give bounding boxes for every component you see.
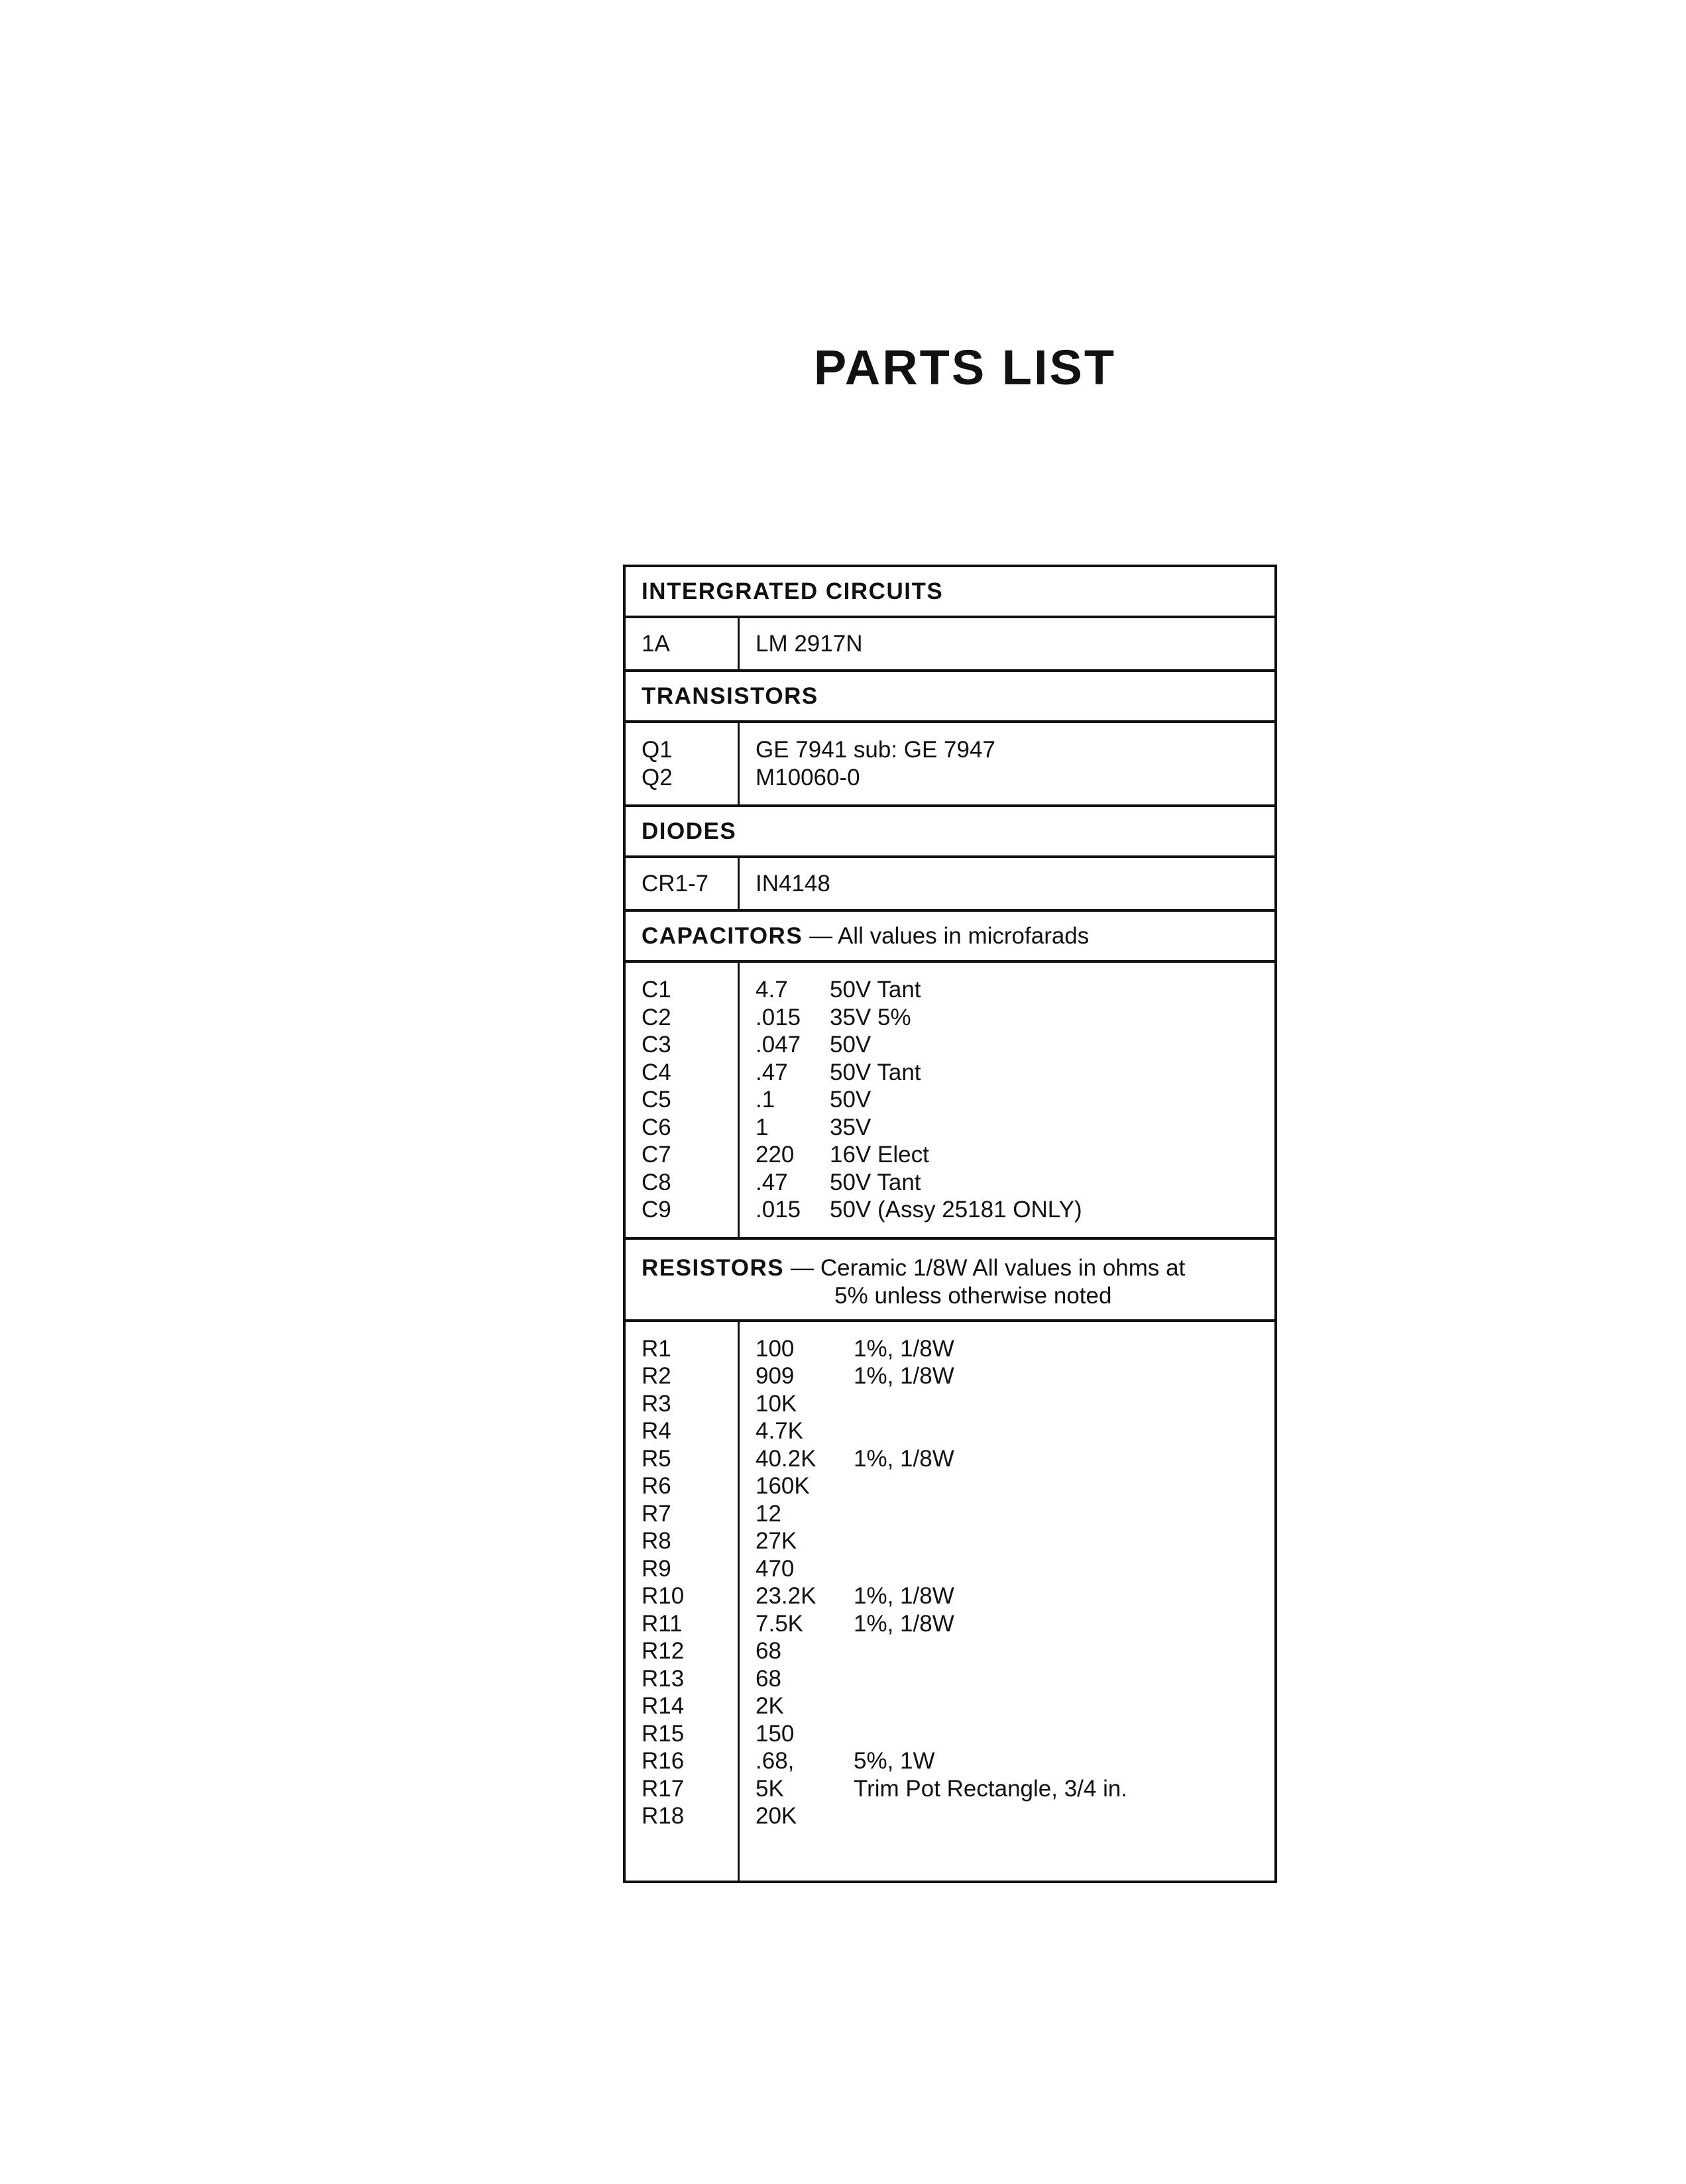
part-value: 23.2K bbox=[756, 1583, 816, 1609]
part-row bbox=[756, 1196, 1274, 1224]
page-title: PARTS LIST bbox=[813, 340, 1117, 395]
section-header-resistors bbox=[626, 1240, 1274, 1322]
part-value: 40.2K bbox=[756, 1445, 816, 1472]
section-note bbox=[791, 1254, 1185, 1310]
part-spec: 50V Tant bbox=[830, 977, 921, 1003]
section-header-capacitors bbox=[626, 912, 1274, 963]
section-note-line-2: 5% unless otherwise noted bbox=[834, 1282, 1112, 1309]
part-value: 160K bbox=[756, 1473, 810, 1499]
part-spec: 50V Tant bbox=[830, 1059, 921, 1085]
part-ref: R11 bbox=[642, 1610, 683, 1637]
part-row bbox=[756, 976, 1274, 1004]
part-ref: C9 bbox=[642, 1197, 671, 1223]
part-spec: 1%, 1/8W bbox=[854, 1583, 954, 1609]
part-value: 4.7K bbox=[756, 1418, 803, 1444]
part-row bbox=[756, 1114, 1274, 1142]
part-ref: 1A bbox=[642, 630, 670, 657]
part-value: 68 bbox=[756, 1665, 781, 1692]
part-ref: R15 bbox=[642, 1720, 685, 1747]
part-value: .047 bbox=[756, 1032, 801, 1058]
section-body-resistors bbox=[626, 1322, 1274, 1881]
section-body-integrated-circuits bbox=[626, 618, 1274, 672]
part-value: .47 bbox=[756, 1059, 788, 1085]
section-title: RESISTORS bbox=[642, 1254, 785, 1281]
ref-column bbox=[626, 963, 740, 1237]
part-ref: C1 bbox=[642, 977, 671, 1003]
part-row bbox=[756, 1692, 1274, 1720]
part-row bbox=[756, 1527, 1274, 1555]
value-column bbox=[740, 858, 1274, 909]
part-value: 1 bbox=[756, 1114, 769, 1140]
part-ref: C4 bbox=[642, 1059, 671, 1085]
part-spec: 1%, 1/8W bbox=[854, 1363, 954, 1389]
part-ref: C8 bbox=[642, 1169, 671, 1195]
ref-column bbox=[626, 858, 740, 909]
part-ref: R18 bbox=[642, 1803, 685, 1829]
section-body-transistors bbox=[626, 723, 1274, 807]
section-header-diodes bbox=[626, 807, 1274, 858]
part-ref: Q2 bbox=[642, 764, 673, 791]
value-column bbox=[740, 723, 1274, 804]
section-header-integrated-circuits bbox=[626, 567, 1274, 618]
part-row bbox=[756, 1720, 1274, 1748]
part-row bbox=[756, 1582, 1274, 1610]
part-value: .015 bbox=[756, 1197, 801, 1223]
section-note: — All values in microfarads bbox=[809, 922, 1090, 949]
part-spec: 50V (Assy 25181 ONLY) bbox=[830, 1197, 1082, 1223]
value-column bbox=[740, 963, 1274, 1237]
part-value: 909 bbox=[756, 1363, 795, 1389]
part-spec: 35V bbox=[830, 1114, 871, 1140]
part-row bbox=[756, 1555, 1274, 1583]
part-value: 100 bbox=[756, 1335, 795, 1362]
part-row bbox=[756, 1141, 1274, 1169]
part-value: 10K bbox=[756, 1390, 797, 1417]
part-ref: R1 bbox=[642, 1335, 671, 1362]
part-spec: 1%, 1/8W bbox=[854, 1610, 954, 1637]
part-ref: R2 bbox=[642, 1363, 671, 1389]
part-ref: R13 bbox=[642, 1665, 685, 1692]
section-title: TRANSISTORS bbox=[642, 682, 818, 709]
section-header-transistors bbox=[626, 672, 1274, 723]
part-spec: 50V bbox=[830, 1087, 871, 1113]
part-ref: R4 bbox=[642, 1418, 671, 1444]
part-row bbox=[756, 1031, 1274, 1059]
part-value: 68 bbox=[756, 1638, 781, 1664]
part-ref: R6 bbox=[642, 1473, 671, 1499]
part-row bbox=[756, 1417, 1274, 1445]
part-spec: 50V Tant bbox=[830, 1169, 921, 1195]
part-row bbox=[756, 1500, 1274, 1528]
part-value: .015 bbox=[756, 1004, 801, 1030]
part-value: .68, bbox=[756, 1748, 795, 1774]
part-row bbox=[756, 764, 1274, 792]
part-ref: Q1 bbox=[642, 737, 673, 763]
part-value: 220 bbox=[756, 1142, 795, 1168]
part-row bbox=[756, 1335, 1274, 1363]
part-spec: 1%, 1/8W bbox=[854, 1335, 954, 1362]
part-row bbox=[756, 1775, 1274, 1803]
part-ref: R16 bbox=[642, 1748, 685, 1774]
part-value: 7.5K bbox=[756, 1610, 803, 1637]
part-row bbox=[756, 1747, 1274, 1775]
part-ref: R17 bbox=[642, 1775, 685, 1802]
part-row bbox=[756, 1390, 1274, 1418]
part-ref: C7 bbox=[642, 1142, 671, 1168]
part-row bbox=[756, 1004, 1274, 1032]
section-title: DIODES bbox=[642, 818, 737, 844]
part-value: M10060-0 bbox=[756, 764, 860, 791]
part-spec: 16V Elect bbox=[830, 1142, 929, 1168]
part-ref: C5 bbox=[642, 1087, 671, 1113]
part-value: 12 bbox=[756, 1500, 781, 1527]
part-ref: C3 bbox=[642, 1032, 671, 1058]
part-row bbox=[756, 1637, 1274, 1665]
part-row bbox=[756, 1802, 1274, 1830]
part-ref: R14 bbox=[642, 1693, 685, 1719]
section-note-line-1: — Ceramic 1/8W All values in ohms at bbox=[791, 1254, 1186, 1281]
part-spec: 35V 5% bbox=[830, 1004, 911, 1030]
ref-column bbox=[626, 723, 740, 804]
part-value: 470 bbox=[756, 1555, 795, 1582]
part-row bbox=[756, 736, 1274, 764]
part-row bbox=[756, 1169, 1274, 1197]
value-column bbox=[740, 1322, 1274, 1881]
part-row bbox=[756, 1610, 1274, 1638]
ref-column bbox=[626, 618, 740, 669]
part-ref: R5 bbox=[642, 1445, 671, 1472]
value-column bbox=[740, 618, 1274, 669]
part-ref: R8 bbox=[642, 1528, 671, 1554]
part-spec: Trim Pot Rectangle, 3/4 in. bbox=[854, 1775, 1128, 1802]
part-value: GE 7941 sub: GE 7947 bbox=[756, 737, 995, 763]
part-row bbox=[756, 1665, 1274, 1693]
part-value: 20K bbox=[756, 1803, 797, 1829]
ref-column bbox=[626, 1322, 740, 1881]
part-row bbox=[756, 1445, 1274, 1473]
part-ref: R10 bbox=[642, 1583, 685, 1609]
part-value: 27K bbox=[756, 1528, 797, 1554]
part-ref: R3 bbox=[642, 1390, 671, 1417]
part-row bbox=[756, 1086, 1274, 1114]
section-body-capacitors bbox=[626, 963, 1274, 1240]
part-row bbox=[756, 1059, 1274, 1087]
part-ref: CR1-7 bbox=[642, 870, 709, 897]
part-ref: R9 bbox=[642, 1555, 671, 1582]
parts-table bbox=[623, 565, 1277, 1883]
part-ref: R12 bbox=[642, 1638, 685, 1664]
part-row bbox=[756, 1472, 1274, 1500]
part-spec: 50V bbox=[830, 1032, 871, 1058]
part-ref: C6 bbox=[642, 1114, 671, 1140]
part-ref: C2 bbox=[642, 1004, 671, 1030]
part-value: 5K bbox=[756, 1775, 784, 1802]
section-body-diodes bbox=[626, 858, 1274, 912]
part-ref: R7 bbox=[642, 1500, 671, 1527]
part-value: .1 bbox=[756, 1087, 775, 1113]
part-spec: 1%, 1/8W bbox=[854, 1445, 954, 1472]
part-value: 150 bbox=[756, 1720, 795, 1747]
part-spec: 5%, 1W bbox=[854, 1748, 935, 1774]
part-value: LM 2917N bbox=[756, 630, 863, 657]
part-value: 2K bbox=[756, 1693, 784, 1719]
part-value: .47 bbox=[756, 1169, 788, 1195]
section-title: CAPACITORS bbox=[642, 922, 803, 949]
part-row bbox=[756, 1362, 1274, 1390]
part-value: 4.7 bbox=[756, 977, 788, 1003]
part-value: IN4148 bbox=[756, 870, 830, 897]
section-title: INTERGRATED CIRCUITS bbox=[642, 578, 944, 604]
